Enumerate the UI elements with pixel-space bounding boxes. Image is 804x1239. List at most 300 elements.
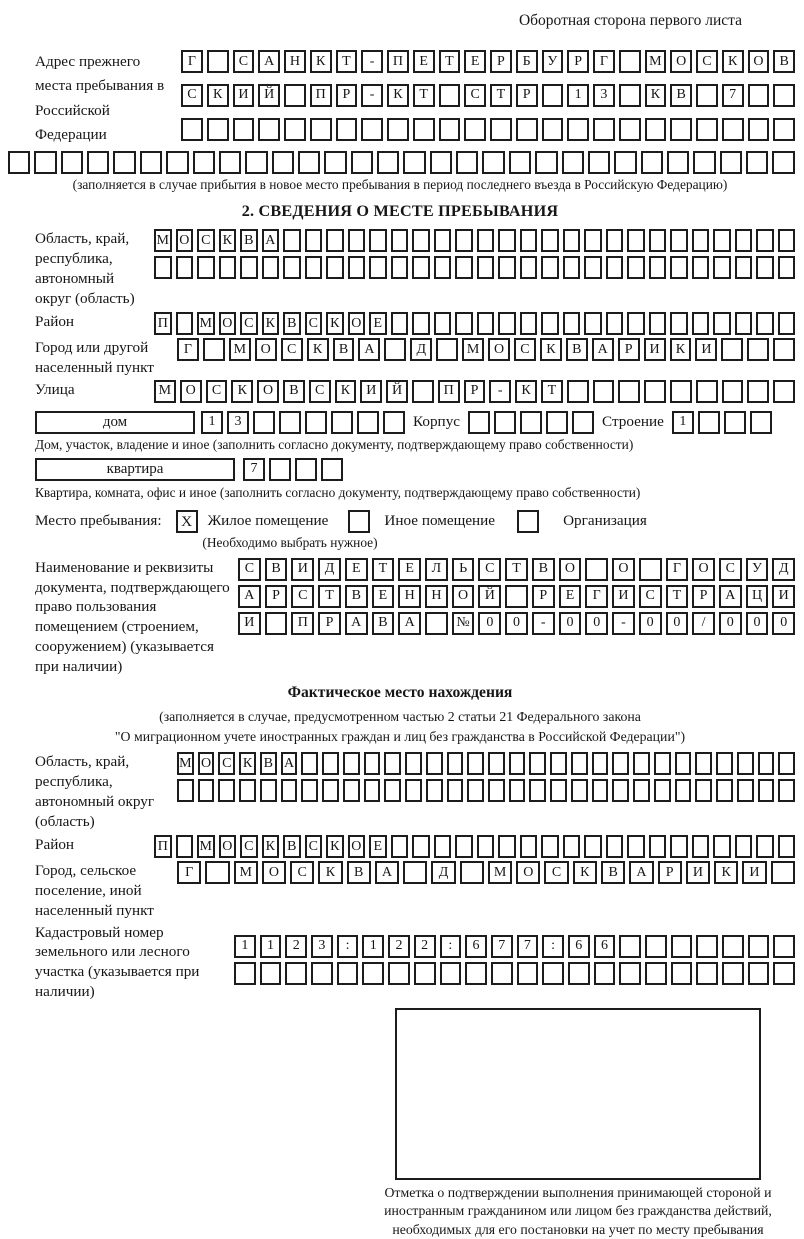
char-box: Д [410, 338, 432, 361]
char-box: С [233, 50, 255, 73]
char-box [218, 779, 235, 802]
char-box [434, 229, 452, 252]
page-side-note: Оборотная сторона первого листа [0, 0, 800, 30]
char-box [205, 861, 229, 884]
char-box: / [692, 612, 715, 635]
char-box [262, 256, 280, 279]
char-box: С [290, 861, 314, 884]
char-box [778, 779, 795, 802]
char-box [361, 118, 383, 141]
char-box [324, 151, 346, 174]
char-box [364, 779, 381, 802]
char-box [509, 151, 531, 174]
char-box [34, 151, 56, 174]
char-box [197, 256, 215, 279]
char-box [455, 256, 473, 279]
char-box [619, 84, 641, 107]
char-box: М [488, 861, 512, 884]
char-box: Р [516, 84, 538, 107]
char-box: С [305, 835, 323, 858]
char-box [388, 962, 410, 985]
char-box [403, 151, 425, 174]
char-box [326, 229, 344, 252]
char-box [675, 752, 692, 775]
char-box [439, 84, 461, 107]
char-box: Ь [452, 558, 475, 581]
fact-city-field [35, 861, 795, 920]
char-box [606, 256, 624, 279]
char-box: Й [478, 585, 501, 608]
char-box: С [639, 585, 662, 608]
char-box [562, 151, 584, 174]
char-box: Н [284, 50, 306, 73]
char-box [384, 779, 401, 802]
char-box [671, 962, 693, 985]
char-box: И [695, 338, 717, 361]
char-box [606, 312, 624, 335]
stroenie-label: Строение [602, 413, 664, 431]
premise-type-hint: (Необходимо выбрать нужное) [140, 535, 440, 551]
apartment-row [35, 458, 795, 481]
char-box: А [262, 229, 280, 252]
char-box [748, 84, 770, 107]
char-box [618, 380, 640, 403]
premise-option-residential-checkbox [176, 510, 198, 533]
char-box [735, 256, 753, 279]
char-box [482, 151, 504, 174]
char-box: Т [490, 84, 512, 107]
char-box [283, 229, 301, 252]
fact-city-label: Город, сельское поселение, иной населенный пункт [35, 861, 177, 920]
char-box [692, 312, 710, 335]
char-box: 7 [722, 84, 744, 107]
char-box [713, 229, 731, 252]
char-box [516, 118, 538, 141]
char-box [644, 380, 666, 403]
char-box [348, 229, 366, 252]
char-box: П [387, 50, 409, 73]
char-box: 1 [234, 935, 256, 958]
char-box: Е [413, 50, 435, 73]
prev-address-caption: (заполняется в случае прибытия в новое место пребывания в период последнего въезда в Российскую Федерацию) [0, 177, 800, 193]
char-box [176, 835, 194, 858]
char-box [284, 84, 306, 107]
prev-address-block [35, 50, 795, 147]
street-label: Улица [35, 380, 154, 400]
char-box [619, 935, 641, 958]
premise-option-other-label: Иное помещение [384, 512, 495, 530]
char-box [491, 962, 513, 985]
char-box [671, 935, 693, 958]
char-box [369, 229, 387, 252]
char-box [667, 151, 689, 174]
char-box: 1 [672, 411, 694, 434]
char-box [737, 752, 754, 775]
char-box [391, 312, 409, 335]
char-box: А [592, 338, 614, 361]
char-box [735, 229, 753, 252]
district-field [35, 312, 795, 335]
char-box [465, 962, 487, 985]
char-box [773, 380, 795, 403]
char-box: 6 [568, 935, 590, 958]
char-box: В [240, 229, 258, 252]
char-box [606, 229, 624, 252]
char-box [301, 752, 318, 775]
fact-district-field [35, 835, 795, 858]
char-box: С [281, 338, 303, 361]
char-box [696, 118, 718, 141]
char-box [592, 752, 609, 775]
char-box [693, 151, 715, 174]
char-box: К [335, 380, 357, 403]
cadastre-row-1 [234, 935, 795, 958]
char-box: Е [369, 312, 387, 335]
char-box [645, 118, 667, 141]
char-box: Р [692, 585, 715, 608]
char-box [778, 256, 796, 279]
char-box: К [670, 338, 692, 361]
house-number-cells [201, 411, 405, 434]
char-box: 0 [478, 612, 501, 635]
char-box [412, 229, 430, 252]
city-row [177, 338, 795, 361]
char-box: 0 [746, 612, 769, 635]
char-box: О [348, 312, 366, 335]
char-box [343, 779, 360, 802]
char-box: О [255, 338, 277, 361]
char-box [488, 752, 505, 775]
char-box [193, 151, 215, 174]
actual-location-title: Фактическое место нахождения [0, 684, 800, 702]
char-box: 0 [772, 612, 795, 635]
char-box [593, 118, 615, 141]
char-box: С [478, 558, 501, 581]
char-box [692, 229, 710, 252]
char-box: X [176, 510, 198, 533]
char-box [520, 411, 542, 434]
char-box [735, 835, 753, 858]
char-box [750, 411, 772, 434]
char-box [773, 84, 795, 107]
char-box: С [291, 585, 314, 608]
char-box: Т [666, 585, 689, 608]
char-box: Т [372, 558, 395, 581]
char-box: Е [369, 835, 387, 858]
section2-title: 2. СВЕДЕНИЯ О МЕСТЕ ПРЕБЫВАНИЯ [0, 202, 800, 221]
char-box: Т [413, 84, 435, 107]
char-box [606, 835, 624, 858]
char-box: Г [177, 338, 199, 361]
char-box [154, 256, 172, 279]
char-box [447, 752, 464, 775]
char-box [619, 962, 641, 985]
document-label: Наименование и реквизиты документа, подтверждающего право пользования помещением (строением, сооружением) (указывается при наличии) [35, 558, 238, 677]
char-box [509, 752, 526, 775]
char-box [305, 256, 323, 279]
char-box [756, 256, 774, 279]
char-box [391, 835, 409, 858]
char-box [541, 835, 559, 858]
char-box [460, 861, 484, 884]
char-box [542, 962, 564, 985]
char-box [412, 256, 430, 279]
char-box: В [260, 752, 277, 775]
char-box [584, 312, 602, 335]
char-box [490, 118, 512, 141]
char-box [619, 118, 641, 141]
char-box [592, 779, 609, 802]
char-box [253, 411, 275, 434]
char-box [412, 835, 430, 858]
char-box: Д [318, 558, 341, 581]
house-row [35, 411, 795, 434]
char-box [348, 510, 370, 533]
premise-type-label: Место пребывания: [35, 512, 162, 530]
premise-option-other-checkbox [348, 510, 370, 533]
char-box: Е [398, 558, 421, 581]
char-box: И [360, 380, 382, 403]
char-box [713, 312, 731, 335]
char-box [641, 151, 663, 174]
char-box: К [645, 84, 667, 107]
char-box [233, 118, 255, 141]
region-row-2 [154, 256, 795, 279]
char-box [695, 752, 712, 775]
char-box: 0 [505, 612, 528, 635]
char-box [337, 962, 359, 985]
cadastre-label: Кадастровый номер земельного или лесного участка (указывается при наличии) [35, 923, 234, 1002]
char-box [722, 962, 744, 985]
char-box [405, 752, 422, 775]
char-box [351, 151, 373, 174]
char-box [456, 151, 478, 174]
char-box: Р [567, 50, 589, 73]
char-box: О [257, 380, 279, 403]
char-box [364, 752, 381, 775]
char-box [568, 962, 590, 985]
char-box: О [559, 558, 582, 581]
char-box [649, 256, 667, 279]
char-box [756, 835, 774, 858]
char-box [773, 118, 795, 141]
char-box [758, 752, 775, 775]
char-box: М [154, 229, 172, 252]
fact-district-row [154, 835, 795, 858]
char-box: Г [593, 50, 615, 73]
char-box: В [347, 861, 371, 884]
char-box: О [198, 752, 215, 775]
char-box [494, 411, 516, 434]
char-box [384, 752, 401, 775]
char-box [670, 256, 688, 279]
char-box: Р [336, 84, 358, 107]
char-box: А [281, 752, 298, 775]
char-box: 0 [719, 612, 742, 635]
char-box: Л [425, 558, 448, 581]
char-box [778, 835, 796, 858]
char-box: 0 [585, 612, 608, 635]
char-box [260, 962, 282, 985]
char-box [517, 510, 539, 533]
char-box: Е [345, 558, 368, 581]
char-box [696, 962, 718, 985]
char-box [567, 380, 589, 403]
house-type-box: дом [35, 411, 195, 434]
char-box [563, 229, 581, 252]
char-box: И [742, 861, 766, 884]
prev-address-row-3 [181, 118, 795, 148]
char-box: В [333, 338, 355, 361]
char-box: С [544, 861, 568, 884]
char-box: 0 [666, 612, 689, 635]
char-box: М [229, 338, 251, 361]
char-box [176, 312, 194, 335]
char-box [748, 118, 770, 141]
char-box [520, 256, 538, 279]
char-box: В [283, 380, 305, 403]
char-box [272, 151, 294, 174]
char-box [283, 256, 301, 279]
char-box [305, 411, 327, 434]
char-box [747, 338, 769, 361]
char-box [778, 312, 796, 335]
char-box: А [398, 612, 421, 635]
char-box: К [310, 50, 332, 73]
char-box: Р [464, 380, 486, 403]
char-box: Г [181, 50, 203, 73]
char-box [468, 411, 490, 434]
char-box [619, 50, 641, 73]
char-box [649, 312, 667, 335]
char-box: С [696, 50, 718, 73]
char-box: К [573, 861, 597, 884]
char-box: С [181, 84, 203, 107]
char-box [572, 411, 594, 434]
char-box [258, 118, 280, 141]
char-box: И [291, 558, 314, 581]
char-box [362, 962, 384, 985]
char-box [748, 935, 770, 958]
char-box [737, 779, 754, 802]
char-box [321, 458, 343, 481]
char-box [627, 312, 645, 335]
char-box: В [532, 558, 555, 581]
char-box: 7 [517, 935, 539, 958]
char-box: 7 [491, 935, 513, 958]
apartment-caption: Квартира, комната, офис и иное (заполнить согласно документу, подтверждающему право собственности) [35, 485, 800, 501]
char-box [520, 835, 538, 858]
char-box [758, 779, 775, 802]
char-box: Т [439, 50, 461, 73]
char-box [670, 312, 688, 335]
char-box: М [645, 50, 667, 73]
char-box [391, 256, 409, 279]
char-box: С [240, 835, 258, 858]
char-box [181, 118, 203, 141]
char-box [550, 779, 567, 802]
fact-region-field [35, 752, 795, 831]
char-box [265, 612, 288, 635]
char-box [176, 256, 194, 279]
char-box [571, 752, 588, 775]
char-box [426, 752, 443, 775]
char-box: К [231, 380, 253, 403]
char-box: М [154, 380, 176, 403]
stroenie-cells [672, 411, 772, 434]
char-box: И [233, 84, 255, 107]
char-box [520, 229, 538, 252]
char-box: Т [336, 50, 358, 73]
char-box: - [361, 84, 383, 107]
char-box: М [177, 752, 194, 775]
char-box: Н [398, 585, 421, 608]
char-box: Р [618, 338, 640, 361]
char-box: - [612, 612, 635, 635]
char-box: Ц [746, 585, 769, 608]
char-box [747, 380, 769, 403]
document-row-2 [238, 585, 795, 608]
char-box [639, 558, 662, 581]
char-box [467, 752, 484, 775]
char-box: : [337, 935, 359, 958]
char-box: - [361, 50, 383, 73]
char-box: К [207, 84, 229, 107]
char-box [391, 229, 409, 252]
char-box: 3 [311, 935, 333, 958]
char-box [425, 612, 448, 635]
char-box [627, 256, 645, 279]
char-box [357, 411, 379, 434]
char-box: Г [177, 861, 201, 884]
char-box: - [489, 380, 511, 403]
char-box [716, 752, 733, 775]
char-box [567, 118, 589, 141]
char-box: К [239, 752, 256, 775]
char-box: - [532, 612, 555, 635]
char-box [269, 458, 291, 481]
char-box: 6 [465, 935, 487, 958]
char-box [348, 256, 366, 279]
char-box: С [514, 338, 536, 361]
char-box [207, 118, 229, 141]
registration-stamp-area [395, 1008, 761, 1180]
char-box [285, 962, 307, 985]
char-box [279, 411, 301, 434]
char-box [455, 312, 473, 335]
fact-city-row [177, 861, 795, 884]
char-box [563, 256, 581, 279]
premise-option-organization-label: Организация [563, 512, 647, 530]
char-box [584, 256, 602, 279]
char-box: К [387, 84, 409, 107]
char-box: О [262, 861, 286, 884]
char-box [403, 861, 427, 884]
house-caption: Дом, участок, владение и иное (заполнить согласно документу, подтверждающему право собственности) [35, 437, 800, 453]
char-box: В [265, 558, 288, 581]
char-box [295, 458, 317, 481]
char-box [488, 779, 505, 802]
char-box [434, 835, 452, 858]
char-box: М [462, 338, 484, 361]
char-box [535, 151, 557, 174]
prev-address-row-1 [181, 50, 795, 80]
char-box [260, 779, 277, 802]
char-box: О [670, 50, 692, 73]
char-box [414, 962, 436, 985]
char-box [670, 229, 688, 252]
char-box: 1 [567, 84, 589, 107]
